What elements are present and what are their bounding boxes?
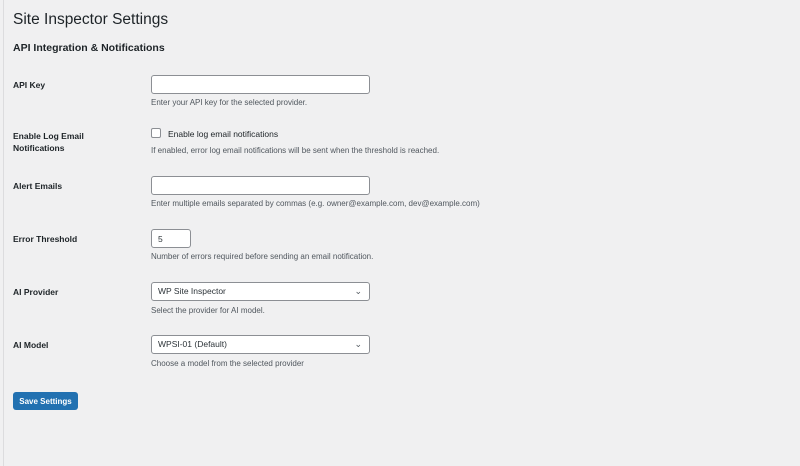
error-threshold-label: Error Threshold [13,234,78,244]
ai-provider-description: Select the provider for AI model. [151,306,265,315]
save-settings-button[interactable]: Save Settings [13,392,78,410]
alert-emails-description: Enter multiple emails separated by commas (e.g. owner@example.com, dev@example.com) [151,199,480,208]
ai-model-select[interactable] [151,335,370,354]
section-title: API Integration & Notifications [13,42,165,54]
log-email-checkbox-label[interactable]: Enable log email notifications [168,129,279,139]
alert-emails-input[interactable] [151,176,370,195]
error-threshold-description: Number of errors required before sending an email notification. [151,252,374,261]
page-title: Site Inspector Settings [13,11,169,28]
log-email-checkbox[interactable] [151,128,161,138]
api-key-description: Enter your API key for the selected provider. [151,98,308,107]
api-key-label: API Key [13,80,46,90]
log-email-description: If enabled, error log email notifications will be sent when the threshold is reached. [151,146,440,155]
ai-model-description: Choose a model from the selected provider [151,359,304,368]
api-key-input[interactable] [151,75,370,94]
ai-model-label: AI Model [13,340,49,350]
alert-emails-label: Alert Emails [13,181,63,191]
page-frame [3,0,800,466]
error-threshold-input[interactable] [151,229,191,248]
ai-provider-value: WP Site Inspector [158,286,226,296]
ai-model-value: WPSI-01 (Default) [158,339,227,349]
ai-provider-label: AI Provider [13,287,59,297]
ai-provider-select[interactable] [151,282,370,301]
log-email-label: Enable Log Email Notifications [13,131,84,153]
chevron-down-icon: ⌄ [354,339,362,349]
chevron-down-icon: ⌄ [354,286,362,296]
